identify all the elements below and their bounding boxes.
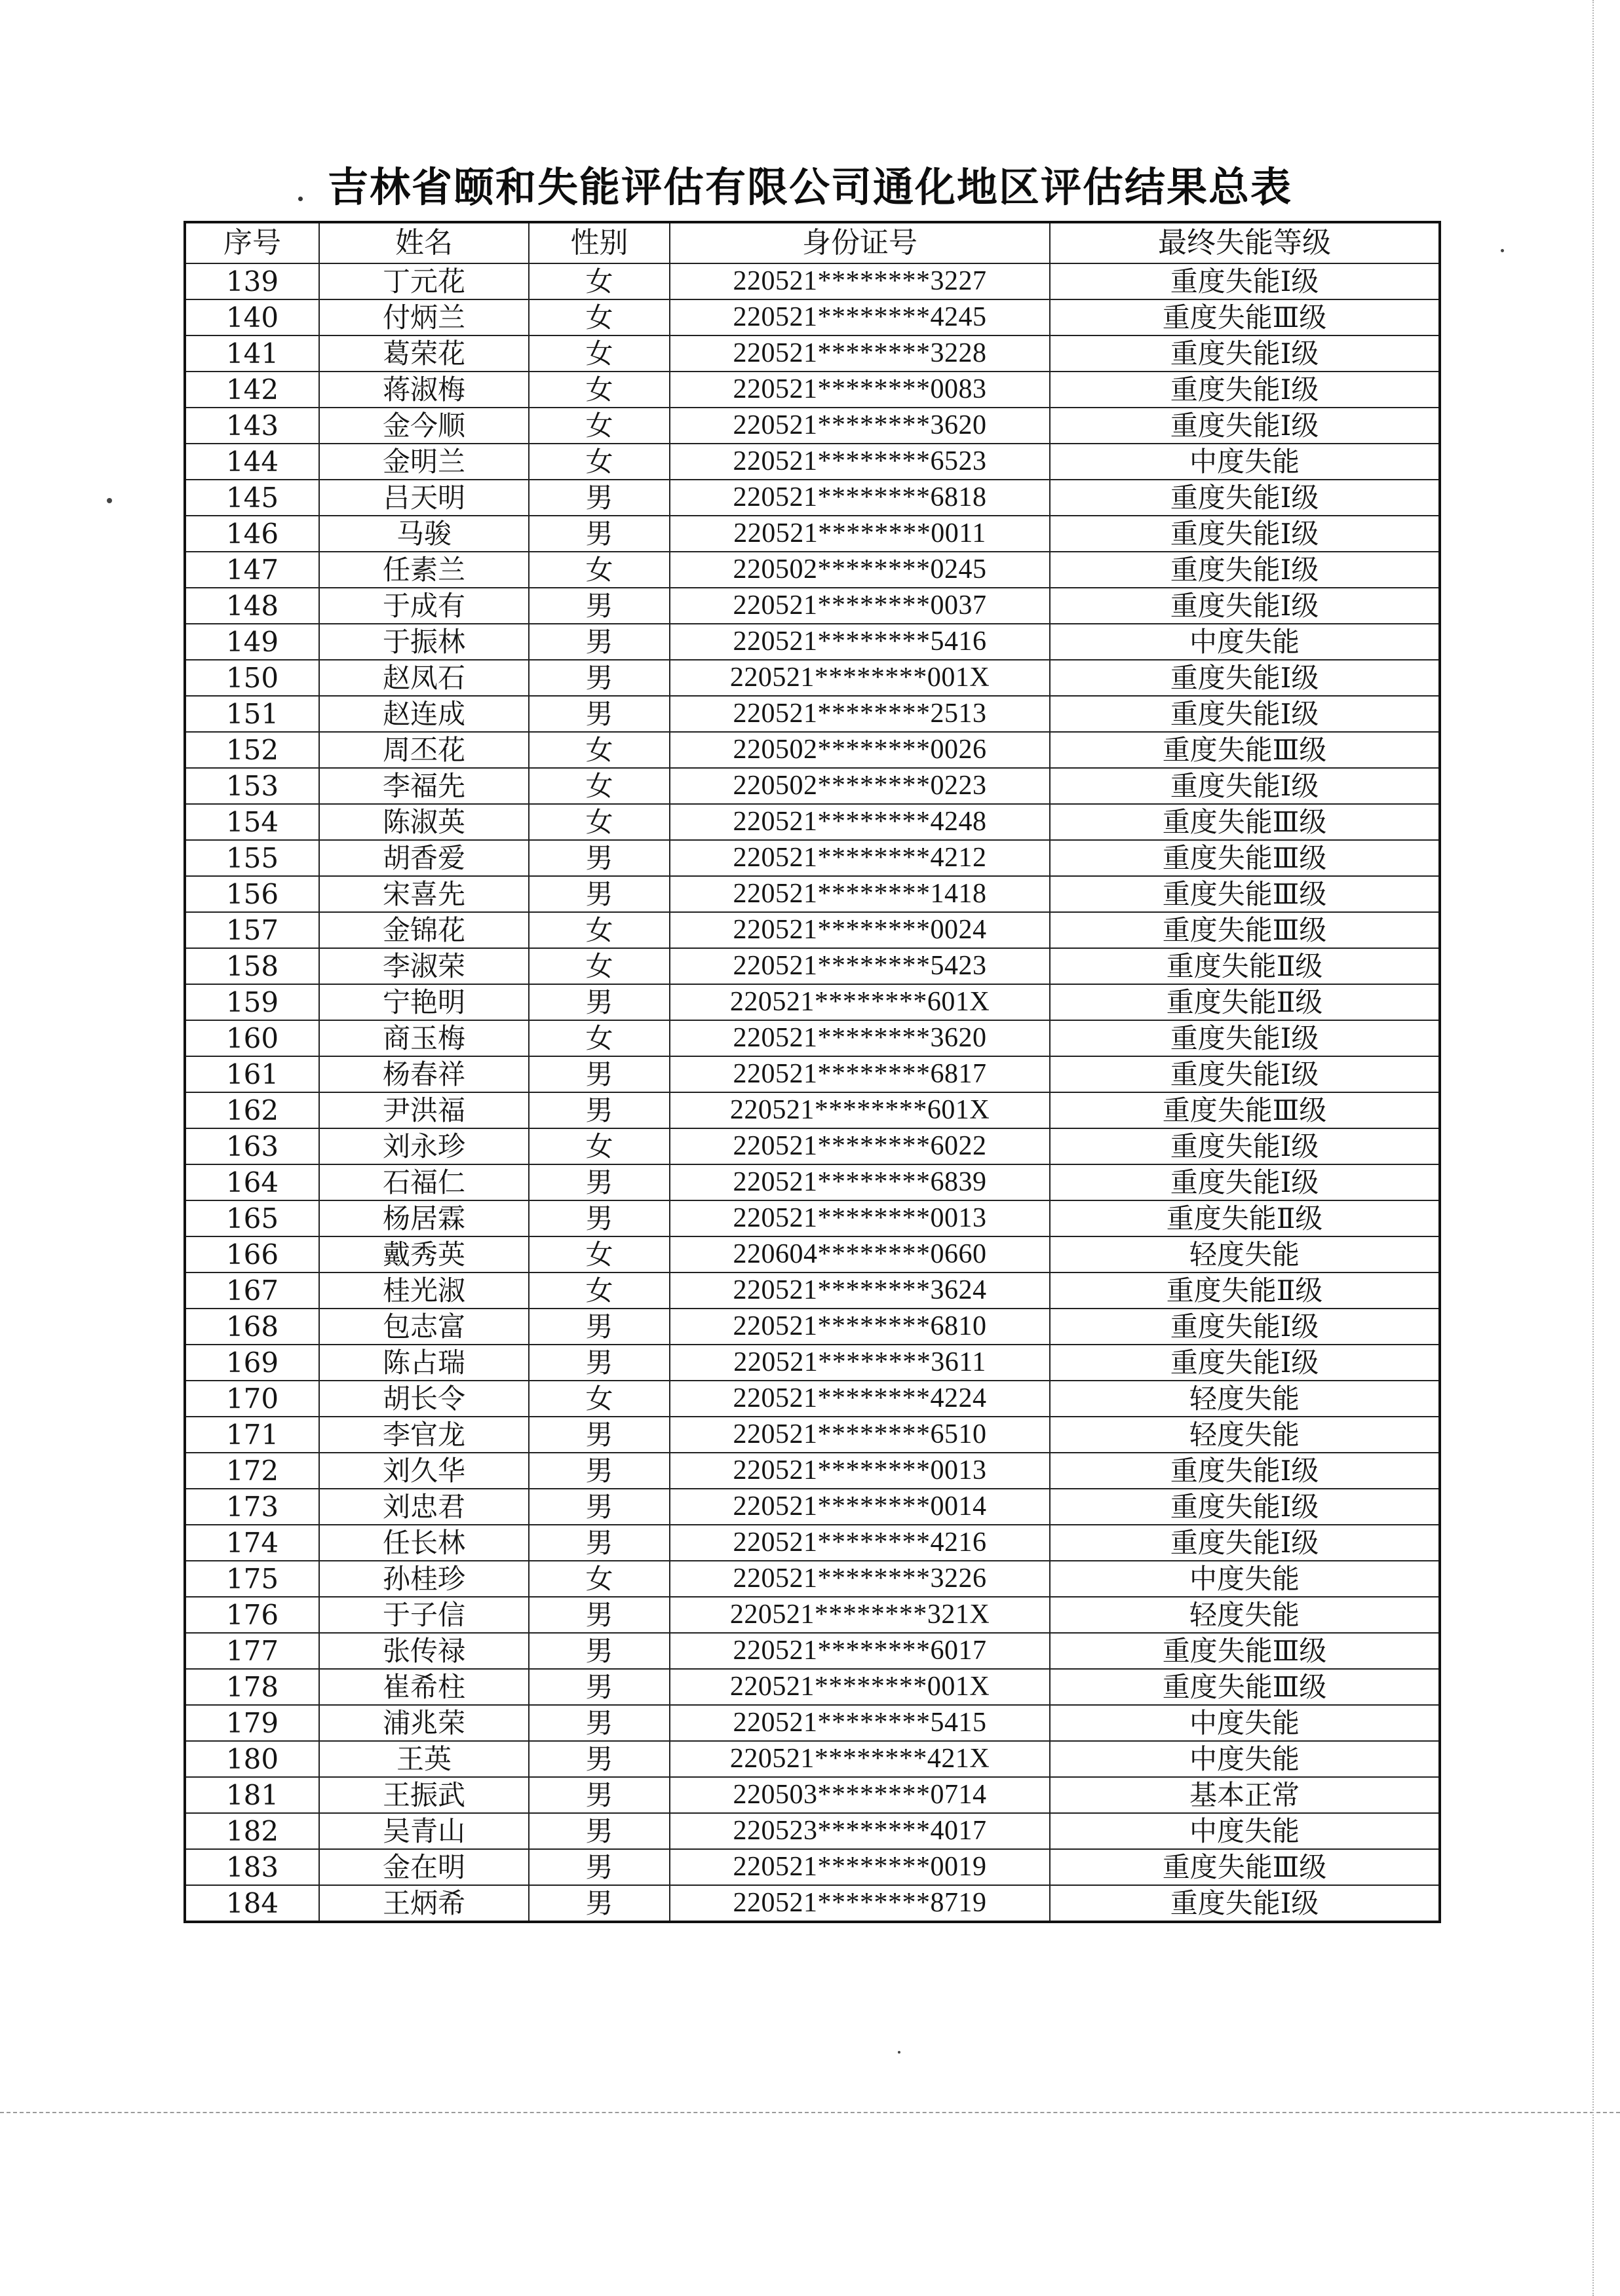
cell-no: 148 — [185, 588, 319, 624]
table-row — [185, 1164, 1440, 1200]
table-row — [185, 552, 1440, 588]
cell-level: 重度失能Ⅱ级 — [1050, 984, 1440, 1020]
cell-no: 182 — [185, 1813, 319, 1849]
cell-level: 重度失能Ⅲ级 — [1050, 1669, 1440, 1705]
cell-id: 220521********0019 — [670, 1849, 1050, 1885]
table-row — [185, 1417, 1440, 1453]
cell-name: 付炳兰 — [319, 299, 529, 335]
cell-no: 154 — [185, 804, 319, 840]
cell-level: 中度失能 — [1050, 1741, 1440, 1777]
cell-no: 155 — [185, 840, 319, 876]
cell-id: 220521********1418 — [670, 876, 1050, 912]
cell-id: 220521********3620 — [670, 408, 1050, 444]
cell-id: 220523********4017 — [670, 1813, 1050, 1849]
cell-no: 168 — [185, 1309, 319, 1345]
table-row — [185, 1849, 1440, 1885]
cell-sex: 女 — [529, 768, 670, 804]
table-row — [185, 1597, 1440, 1633]
cell-sex: 女 — [529, 1272, 670, 1309]
table-row — [185, 1381, 1440, 1417]
table-row — [185, 1020, 1440, 1056]
table-row — [185, 263, 1440, 299]
table-row — [185, 696, 1440, 732]
cell-level: 重度失能Ⅰ级 — [1050, 1056, 1440, 1092]
cell-id: 220521********3624 — [670, 1272, 1050, 1309]
cell-no: 178 — [185, 1669, 319, 1705]
table-row — [185, 1705, 1440, 1741]
cell-sex: 男 — [529, 1705, 670, 1741]
cell-id: 220521********4212 — [670, 840, 1050, 876]
cell-level: 基本正常 — [1050, 1777, 1440, 1813]
cell-id: 220521********0014 — [670, 1489, 1050, 1525]
cell-name: 金明兰 — [319, 444, 529, 480]
cell-sex: 男 — [529, 624, 670, 660]
cell-no: 176 — [185, 1597, 319, 1633]
cell-level: 重度失能Ⅰ级 — [1050, 1345, 1440, 1381]
cell-level: 中度失能 — [1050, 1813, 1440, 1849]
cell-sex: 男 — [529, 588, 670, 624]
cell-name: 葛荣花 — [319, 335, 529, 372]
cell-id: 220521********3620 — [670, 1020, 1050, 1056]
cell-level: 重度失能Ⅰ级 — [1050, 516, 1440, 552]
cell-level: 重度失能Ⅰ级 — [1050, 660, 1440, 696]
cell-id: 220521********6810 — [670, 1309, 1050, 1345]
cell-level: 重度失能Ⅰ级 — [1050, 480, 1440, 516]
cell-sex: 女 — [529, 1561, 670, 1597]
cell-name: 李官龙 — [319, 1417, 529, 1453]
cell-no: 172 — [185, 1453, 319, 1489]
header-no: 序号 — [185, 222, 319, 263]
cell-id: 220521********3228 — [670, 335, 1050, 372]
cell-id: 220521********3226 — [670, 1561, 1050, 1597]
cell-level: 重度失能Ⅰ级 — [1050, 1453, 1440, 1489]
cell-name: 刘久华 — [319, 1453, 529, 1489]
cell-sex: 女 — [529, 444, 670, 480]
table-row — [185, 624, 1440, 660]
cell-id: 220521********321X — [670, 1597, 1050, 1633]
cell-level: 重度失能Ⅰ级 — [1050, 1489, 1440, 1525]
table-row — [185, 1777, 1440, 1813]
cell-id: 220521********6022 — [670, 1128, 1050, 1164]
cell-name: 刘忠君 — [319, 1489, 529, 1525]
cell-id: 220521********6817 — [670, 1056, 1050, 1092]
cell-sex: 男 — [529, 1813, 670, 1849]
cell-name: 周丕花 — [319, 732, 529, 768]
cell-name: 任长林 — [319, 1525, 529, 1561]
header-name: 姓名 — [319, 222, 529, 263]
cell-sex: 男 — [529, 876, 670, 912]
cell-no: 177 — [185, 1633, 319, 1669]
cell-name: 李淑荣 — [319, 948, 529, 984]
cell-level: 重度失能Ⅰ级 — [1050, 768, 1440, 804]
cell-name: 王炳希 — [319, 1885, 529, 1922]
cell-level: 重度失能Ⅰ级 — [1050, 696, 1440, 732]
cell-no: 140 — [185, 299, 319, 335]
cell-sex: 女 — [529, 299, 670, 335]
cell-no: 149 — [185, 624, 319, 660]
cell-id: 220521********0013 — [670, 1200, 1050, 1236]
cell-no: 139 — [185, 263, 319, 299]
cell-name: 戴秀英 — [319, 1236, 529, 1272]
cell-no: 174 — [185, 1525, 319, 1561]
header-id: 身份证号 — [670, 222, 1050, 263]
table-row — [185, 804, 1440, 840]
cell-level: 重度失能Ⅲ级 — [1050, 1633, 1440, 1669]
cell-no: 184 — [185, 1885, 319, 1922]
cell-sex: 女 — [529, 1381, 670, 1417]
table-row — [185, 660, 1440, 696]
cell-no: 147 — [185, 552, 319, 588]
cell-level: 中度失能 — [1050, 1561, 1440, 1597]
cell-level: 重度失能Ⅰ级 — [1050, 263, 1440, 299]
cell-level: 重度失能Ⅲ级 — [1050, 804, 1440, 840]
cell-sex: 男 — [529, 1849, 670, 1885]
cell-sex: 男 — [529, 1669, 670, 1705]
cell-level: 重度失能Ⅰ级 — [1050, 588, 1440, 624]
cell-name: 赵连成 — [319, 696, 529, 732]
cell-name: 马骏 — [319, 516, 529, 552]
cell-sex: 女 — [529, 804, 670, 840]
cell-level: 中度失能 — [1050, 1705, 1440, 1741]
cell-name: 杨春祥 — [319, 1056, 529, 1092]
cell-level: 重度失能Ⅰ级 — [1050, 1525, 1440, 1561]
cell-id: 220521********5415 — [670, 1705, 1050, 1741]
table-row — [185, 1200, 1440, 1236]
cell-name: 吕天明 — [319, 480, 529, 516]
cell-no: 163 — [185, 1128, 319, 1164]
header-level: 最终失能等级 — [1050, 222, 1440, 263]
cell-sex: 男 — [529, 1633, 670, 1669]
cell-name: 杨居霖 — [319, 1200, 529, 1236]
cell-no: 171 — [185, 1417, 319, 1453]
cell-sex: 男 — [529, 696, 670, 732]
scan-speck — [1501, 249, 1504, 252]
cell-no: 180 — [185, 1741, 319, 1777]
cell-no: 150 — [185, 660, 319, 696]
cell-no: 160 — [185, 1020, 319, 1056]
cell-no: 169 — [185, 1345, 319, 1381]
cell-no: 167 — [185, 1272, 319, 1309]
cell-level: 重度失能Ⅰ级 — [1050, 1309, 1440, 1345]
cell-name: 宋喜先 — [319, 876, 529, 912]
cell-id: 220521********6017 — [670, 1633, 1050, 1669]
cell-level: 重度失能Ⅰ级 — [1050, 1128, 1440, 1164]
cell-id: 220521********6523 — [670, 444, 1050, 480]
table-row — [185, 1453, 1440, 1489]
cell-no: 142 — [185, 372, 319, 408]
cell-sex: 女 — [529, 1128, 670, 1164]
cell-sex: 男 — [529, 1741, 670, 1777]
table-row — [185, 1885, 1440, 1922]
cell-sex: 男 — [529, 1092, 670, 1128]
cell-name: 崔希柱 — [319, 1669, 529, 1705]
cell-id: 220521********4216 — [670, 1525, 1050, 1561]
cell-name: 赵凤石 — [319, 660, 529, 696]
table-row — [185, 1128, 1440, 1164]
cell-no: 161 — [185, 1056, 319, 1092]
cell-level: 中度失能 — [1050, 444, 1440, 480]
cell-name: 包志富 — [319, 1309, 529, 1345]
table-row — [185, 1561, 1440, 1597]
table-row — [185, 1309, 1440, 1345]
cell-level: 重度失能Ⅰ级 — [1050, 1885, 1440, 1922]
cell-level: 轻度失能 — [1050, 1381, 1440, 1417]
cell-level: 重度失能Ⅰ级 — [1050, 408, 1440, 444]
cell-sex: 男 — [529, 1525, 670, 1561]
cell-no: 175 — [185, 1561, 319, 1597]
cell-id: 220521********601X — [670, 984, 1050, 1020]
cell-no: 141 — [185, 335, 319, 372]
cell-level: 轻度失能 — [1050, 1597, 1440, 1633]
scan-edge-line — [1592, 0, 1594, 2296]
cell-sex: 男 — [529, 480, 670, 516]
cell-name: 商玉梅 — [319, 1020, 529, 1056]
cell-sex: 女 — [529, 372, 670, 408]
cell-no: 170 — [185, 1381, 319, 1417]
cell-level: 重度失能Ⅰ级 — [1050, 335, 1440, 372]
cell-level: 重度失能Ⅱ级 — [1050, 948, 1440, 984]
cell-name: 李福先 — [319, 768, 529, 804]
cell-name: 金今顺 — [319, 408, 529, 444]
cell-name: 王振武 — [319, 1777, 529, 1813]
cell-level: 轻度失能 — [1050, 1236, 1440, 1272]
cell-sex: 男 — [529, 840, 670, 876]
cell-id: 220502********0245 — [670, 552, 1050, 588]
cell-level: 重度失能Ⅲ级 — [1050, 1849, 1440, 1885]
cell-level: 轻度失能 — [1050, 1417, 1440, 1453]
cell-no: 158 — [185, 948, 319, 984]
cell-name: 于振林 — [319, 624, 529, 660]
cell-sex: 男 — [529, 1345, 670, 1381]
cell-level: 重度失能Ⅲ级 — [1050, 876, 1440, 912]
table-row — [185, 444, 1440, 480]
cell-name: 金锦花 — [319, 912, 529, 948]
cell-name: 陈淑英 — [319, 804, 529, 840]
cell-id: 220521********5423 — [670, 948, 1050, 984]
table-row — [185, 335, 1440, 372]
cell-id: 220604********0660 — [670, 1236, 1050, 1272]
cell-id: 220502********0026 — [670, 732, 1050, 768]
cell-level: 重度失能Ⅲ级 — [1050, 840, 1440, 876]
cell-name: 陈占瑞 — [319, 1345, 529, 1381]
cell-name: 桂光淑 — [319, 1272, 529, 1309]
header-sex: 性别 — [529, 222, 670, 263]
cell-level: 重度失能Ⅲ级 — [1050, 1092, 1440, 1128]
cell-id: 220521********4245 — [670, 299, 1050, 335]
cell-no: 159 — [185, 984, 319, 1020]
cell-no: 157 — [185, 912, 319, 948]
cell-sex: 男 — [529, 1453, 670, 1489]
cell-sex: 女 — [529, 408, 670, 444]
table-row — [185, 1489, 1440, 1525]
cell-sex: 男 — [529, 1417, 670, 1453]
cell-sex: 男 — [529, 516, 670, 552]
scan-speck — [898, 2051, 900, 2054]
cell-name: 宁艳明 — [319, 984, 529, 1020]
cell-id: 220521********6818 — [670, 480, 1050, 516]
cell-id: 220521********0013 — [670, 1453, 1050, 1489]
table-row — [185, 948, 1440, 984]
cell-level: 中度失能 — [1050, 624, 1440, 660]
cell-sex: 女 — [529, 912, 670, 948]
table-body — [185, 263, 1440, 1922]
cell-id: 220521********6839 — [670, 1164, 1050, 1200]
cell-level: 重度失能Ⅰ级 — [1050, 372, 1440, 408]
cell-name: 于成有 — [319, 588, 529, 624]
table-row — [185, 299, 1440, 335]
cell-id: 220503********0714 — [670, 1777, 1050, 1813]
cell-sex: 男 — [529, 1200, 670, 1236]
cell-no: 156 — [185, 876, 319, 912]
cell-name: 尹洪福 — [319, 1092, 529, 1128]
cell-sex: 女 — [529, 552, 670, 588]
table-row — [185, 372, 1440, 408]
cell-no: 166 — [185, 1236, 319, 1272]
cell-sex: 男 — [529, 660, 670, 696]
table-row — [185, 1525, 1440, 1561]
cell-level: 重度失能Ⅰ级 — [1050, 1020, 1440, 1056]
cell-name: 王英 — [319, 1741, 529, 1777]
cell-id: 220521********0011 — [670, 516, 1050, 552]
cell-no: 152 — [185, 732, 319, 768]
cell-id: 220521********601X — [670, 1092, 1050, 1128]
cell-id: 220521********3227 — [670, 263, 1050, 299]
table-header-row — [185, 222, 1440, 263]
cell-no: 162 — [185, 1092, 319, 1128]
table-row — [185, 1813, 1440, 1849]
cell-name: 石福仁 — [319, 1164, 529, 1200]
cell-level: 重度失能Ⅰ级 — [1050, 552, 1440, 588]
cell-sex: 男 — [529, 1164, 670, 1200]
cell-name: 金在明 — [319, 1849, 529, 1885]
cell-sex: 男 — [529, 1489, 670, 1525]
cell-id: 220521********6510 — [670, 1417, 1050, 1453]
cell-id: 220521********4248 — [670, 804, 1050, 840]
table-row — [185, 588, 1440, 624]
table-row — [185, 1056, 1440, 1092]
table-row — [185, 1345, 1440, 1381]
cell-id: 220521********3611 — [670, 1345, 1050, 1381]
table-row — [185, 480, 1440, 516]
cell-id: 220521********001X — [670, 660, 1050, 696]
cell-id: 220521********0083 — [670, 372, 1050, 408]
cell-name: 于子信 — [319, 1597, 529, 1633]
cell-sex: 女 — [529, 1020, 670, 1056]
cell-sex: 男 — [529, 1056, 670, 1092]
scan-fold-line — [0, 2112, 1620, 2113]
cell-no: 145 — [185, 480, 319, 516]
table-row — [185, 840, 1440, 876]
cell-id: 220521********4224 — [670, 1381, 1050, 1417]
cell-sex: 男 — [529, 984, 670, 1020]
table-row — [185, 912, 1440, 948]
cell-no: 164 — [185, 1164, 319, 1200]
cell-sex: 男 — [529, 1777, 670, 1813]
cell-name: 任素兰 — [319, 552, 529, 588]
page-title: 吉林省颐和失能评估有限公司通化地区评估结果总表 — [327, 163, 1292, 211]
cell-no: 146 — [185, 516, 319, 552]
cell-no: 179 — [185, 1705, 319, 1741]
cell-level: 重度失能Ⅲ级 — [1050, 912, 1440, 948]
table-row — [185, 1236, 1440, 1272]
cell-name: 刘永珍 — [319, 1128, 529, 1164]
cell-id: 220521********001X — [670, 1669, 1050, 1705]
cell-sex: 男 — [529, 1885, 670, 1922]
results-table — [183, 221, 1441, 1923]
cell-name: 丁元花 — [319, 263, 529, 299]
table-row — [185, 1633, 1440, 1669]
table-row — [185, 1669, 1440, 1705]
cell-id: 220521********5416 — [670, 624, 1050, 660]
cell-name: 蒋淑梅 — [319, 372, 529, 408]
cell-no: 165 — [185, 1200, 319, 1236]
cell-level: 重度失能Ⅰ级 — [1050, 1164, 1440, 1200]
cell-sex: 女 — [529, 263, 670, 299]
cell-sex: 女 — [529, 1236, 670, 1272]
table-row — [185, 1272, 1440, 1309]
cell-no: 153 — [185, 768, 319, 804]
cell-id: 220521********0024 — [670, 912, 1050, 948]
cell-id: 220521********8719 — [670, 1885, 1050, 1922]
cell-id: 220521********421X — [670, 1741, 1050, 1777]
cell-sex: 男 — [529, 1597, 670, 1633]
cell-name: 胡长令 — [319, 1381, 529, 1417]
scan-speck — [107, 498, 112, 503]
cell-sex: 男 — [529, 1309, 670, 1345]
table-row — [185, 768, 1440, 804]
cell-name: 浦兆荣 — [319, 1705, 529, 1741]
cell-id: 220502********0223 — [670, 768, 1050, 804]
table-row — [185, 516, 1440, 552]
cell-no: 183 — [185, 1849, 319, 1885]
cell-id: 220521********2513 — [670, 696, 1050, 732]
cell-sex: 女 — [529, 948, 670, 984]
cell-name: 孙桂珍 — [319, 1561, 529, 1597]
cell-sex: 女 — [529, 732, 670, 768]
table-row — [185, 1741, 1440, 1777]
cell-name: 张传禄 — [319, 1633, 529, 1669]
table-row — [185, 1092, 1440, 1128]
cell-name: 吴青山 — [319, 1813, 529, 1849]
cell-no: 144 — [185, 444, 319, 480]
table-row — [185, 408, 1440, 444]
cell-no: 151 — [185, 696, 319, 732]
cell-sex: 女 — [529, 335, 670, 372]
cell-no: 143 — [185, 408, 319, 444]
cell-level: 重度失能Ⅲ级 — [1050, 299, 1440, 335]
cell-no: 181 — [185, 1777, 319, 1813]
cell-no: 173 — [185, 1489, 319, 1525]
cell-name: 胡香爱 — [319, 840, 529, 876]
cell-level: 重度失能Ⅲ级 — [1050, 732, 1440, 768]
cell-level: 重度失能Ⅱ级 — [1050, 1200, 1440, 1236]
table-row — [185, 732, 1440, 768]
table-row — [185, 876, 1440, 912]
cell-level: 重度失能Ⅱ级 — [1050, 1272, 1440, 1309]
cell-id: 220521********0037 — [670, 588, 1050, 624]
table-row — [185, 984, 1440, 1020]
